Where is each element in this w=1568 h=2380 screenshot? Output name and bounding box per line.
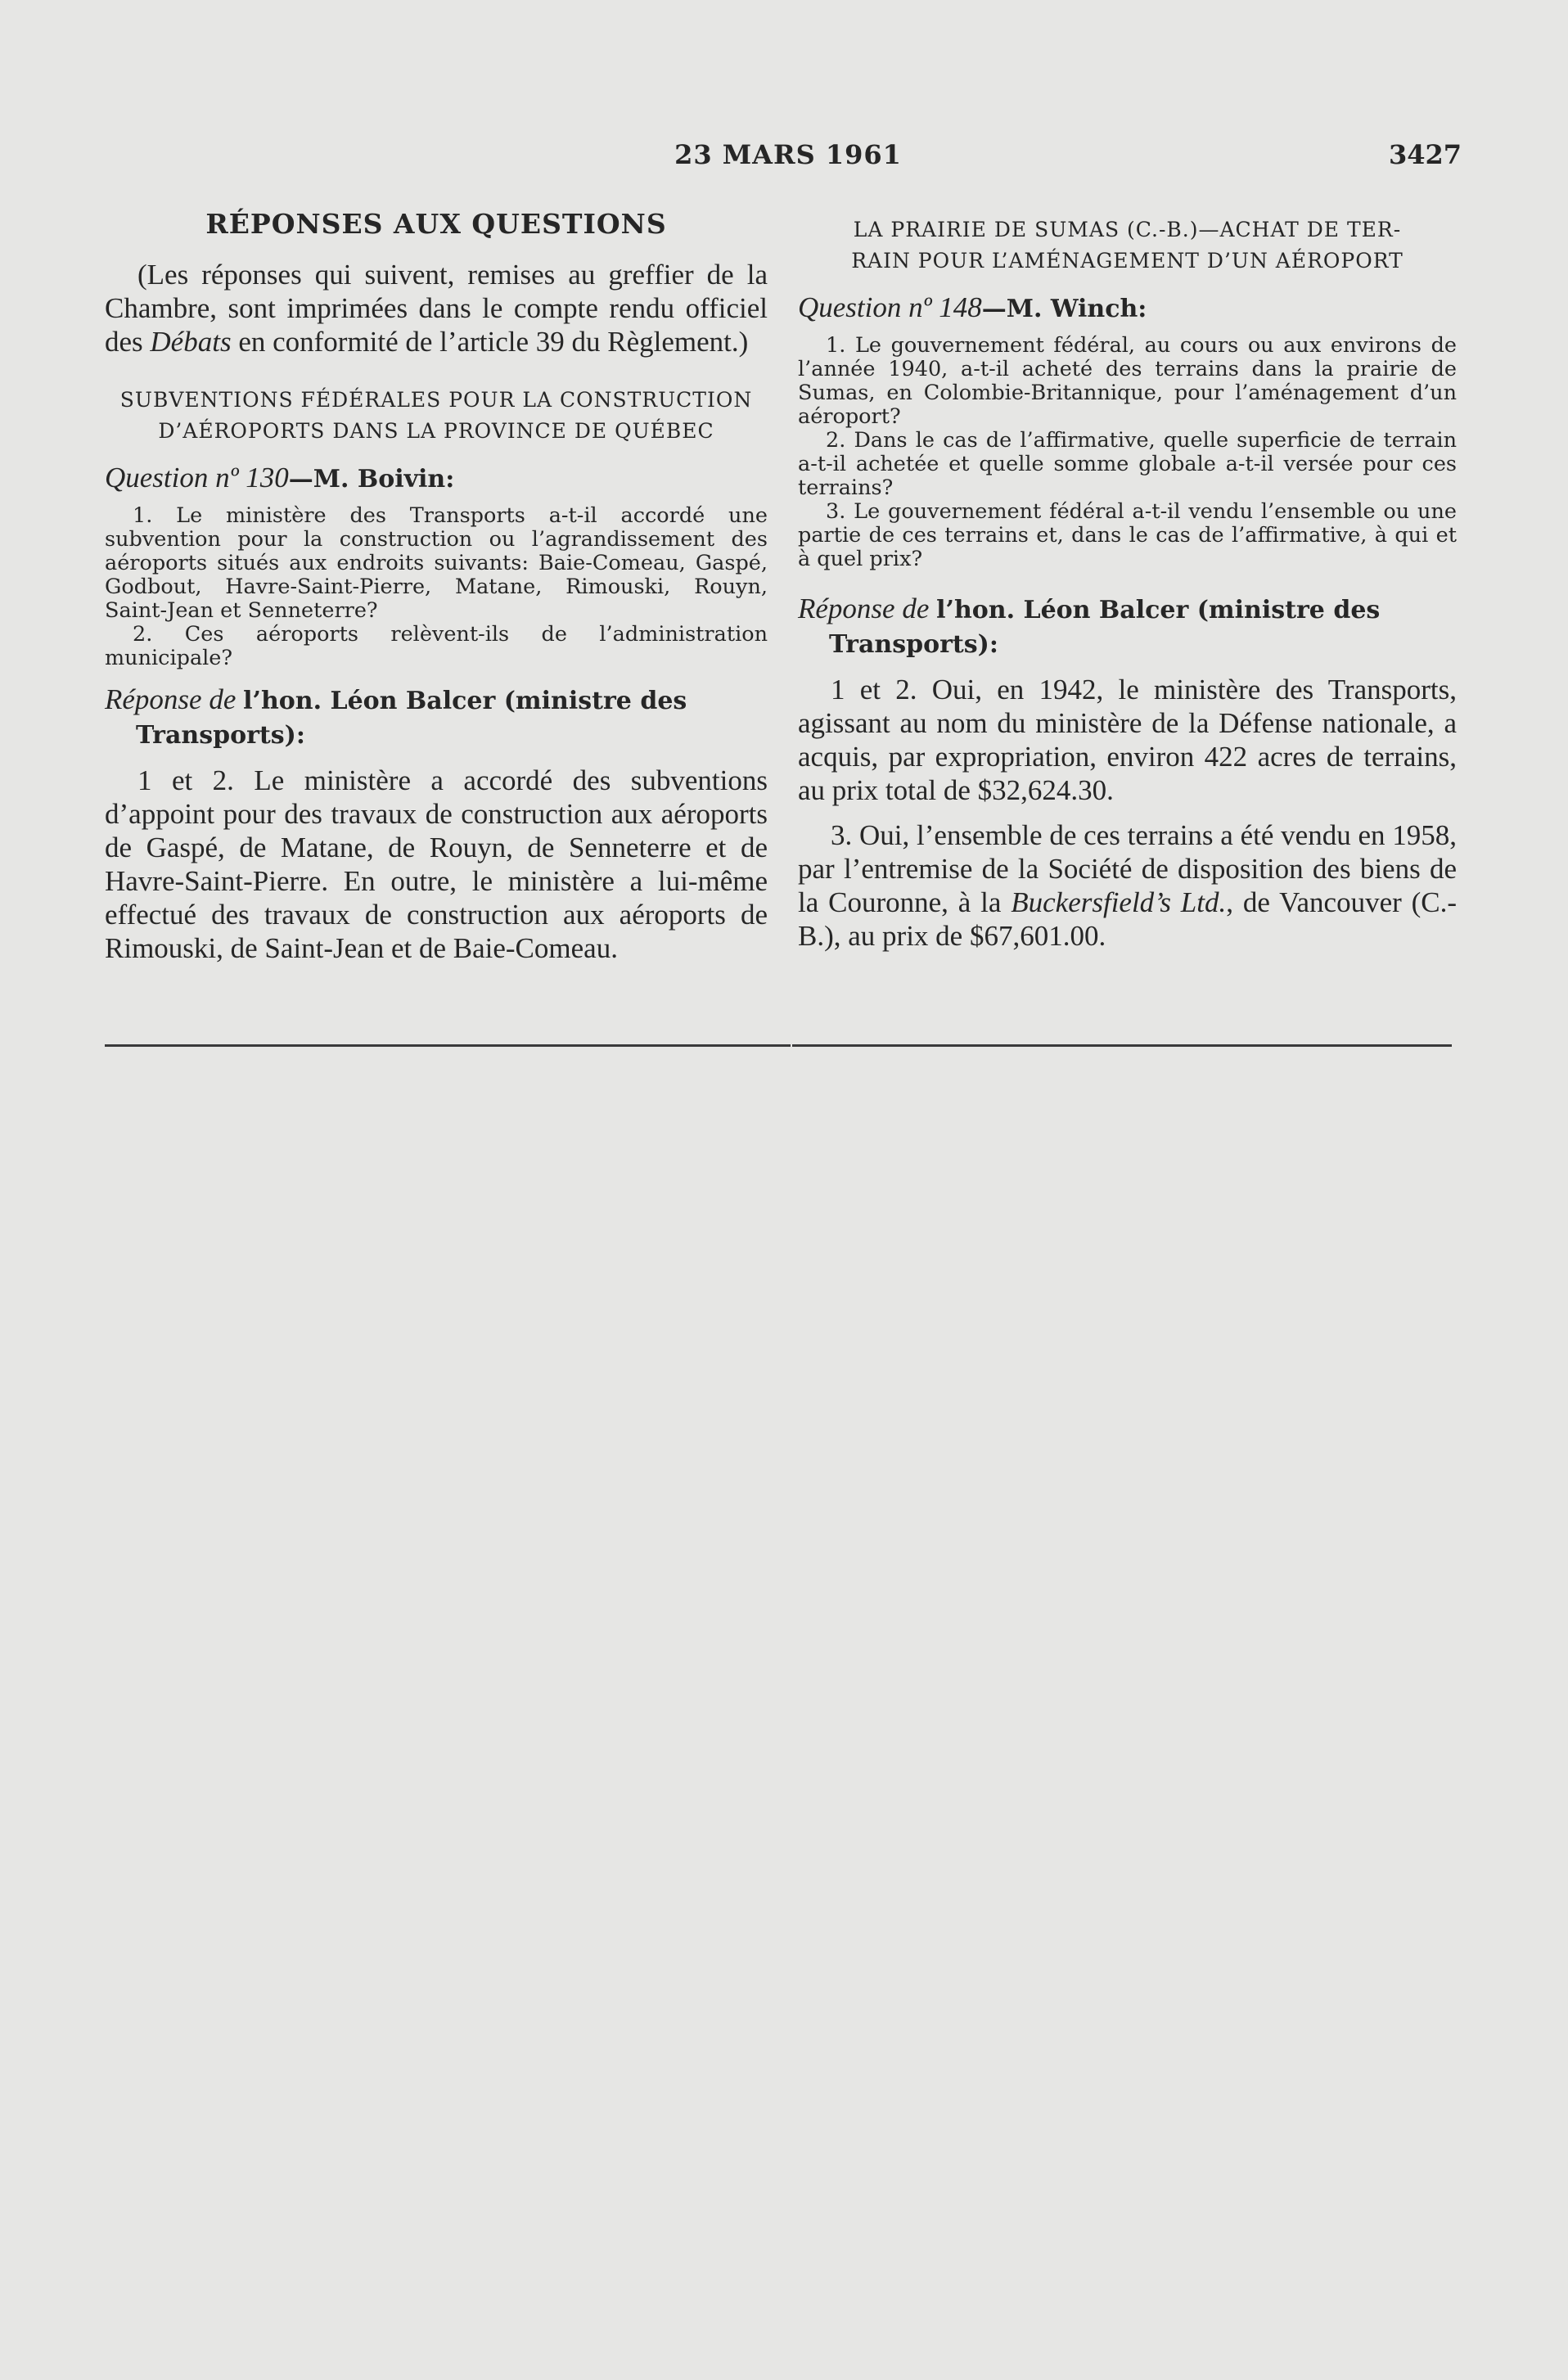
answer-text-start: 3. Oui, l’ensemble de ces terrains a été vendu en 1958, par l’entremise de la Société de disposition des biens de la Couronne, à la	[798, 819, 1457, 918]
answer-minister: l’hon. Léon Balcer (ministre des Transports):	[829, 596, 1381, 659]
subject-line-2: RAIN POUR L’AMÉNAGEMENT D’UN AÉROPORT	[851, 249, 1404, 273]
question-item: 1. Le ministère des Transports a-t-il accordé une subvention pour la construction ou l’agrandissement des aéroports situés aux endroits suivants: Baie-Comeau, Gaspé, Godbout, Havre-Saint-Pierre, Matane, Rimouski, Rouyn, Saint-Jean et Senneterre?	[105, 503, 768, 623]
intro-italic: Débats	[150, 326, 232, 358]
question-label: Question nº 148	[798, 291, 982, 323]
divider-rule	[105, 1044, 791, 1047]
answer-paragraph: 1 et 2. Le ministère a accordé des subventions d’appoint pour des travaux de construction aux aéroports de Gaspé, de Matane, de Rouyn, de Senneterre et de Havre-Saint-Pierre. En outre, le ministère a lui-même effectué des travaux de construction aux aéroports de Rimouski, de Saint-Jean et de Baie-Comeau.	[105, 764, 768, 964]
question-item: 3. Le gouvernement fédéral a-t-il vendu l’ensemble ou une partie de ces terrains et, dans le cas de l’affirmative, à qui et à quel prix?	[798, 499, 1457, 571]
question-item: 1. Le gouvernement fédéral, au cours ou aux environs de l’année 1940, a-t-il acheté des terrains dans la prairie de Sumas, en Colombie-Britannique, pour l’aménagement d’un aéroport?	[798, 333, 1457, 429]
answer-heading	[798, 593, 1457, 661]
question-label: Question nº 130	[105, 462, 289, 494]
answer-minister: l’hon. Léon Balcer (ministre des Transports):	[136, 687, 687, 750]
question-item: 2. Dans le cas de l’affirmative, quelle superficie de terrain a-t-il achetée et quelle somme globale a-t-il versée pour ces terrains?	[798, 428, 1457, 500]
right-column	[798, 203, 1457, 964]
page-number: 3427	[1388, 139, 1462, 170]
question-148-heading	[798, 291, 1457, 324]
question-member: —M. Boivin:	[288, 465, 455, 494]
section-title: RÉPONSES AUX QUESTIONS	[205, 208, 667, 240]
question-item: 2. Ces aéroports relèvent-ils de l’administration municipale?	[105, 622, 768, 670]
answer-paragraph	[798, 818, 1457, 953]
subject-heading-130	[105, 385, 768, 447]
subject-heading-148	[798, 214, 1457, 277]
answer-text-end: , de Vancouver (C.-B.), au prix de $67,601.00.	[798, 886, 1458, 952]
answer-paragraph: 1 et 2. Oui, en 1942, le ministère des Transports, agissant au nom du ministère de la Défense nationale, a acquis, par expropriation, environ 422 acres de terrains, au prix total de $32,624.30.	[798, 674, 1457, 806]
intro-text-end: en conformité de l’article 39 du Règlement.)	[231, 326, 749, 358]
subject-line-1: SUBVENTIONS FÉDÉRALES POUR LA CONSTRUCTION	[119, 388, 753, 412]
company-name: Buckersfield’s Ltd.	[1011, 886, 1227, 918]
page-date: 23 MARS 1961	[674, 139, 902, 170]
answer-heading	[105, 683, 768, 752]
page-header	[105, 139, 1462, 180]
answer-label: Réponse de	[105, 683, 244, 715]
question-130-heading	[105, 462, 768, 494]
intro-paragraph	[105, 258, 768, 358]
subject-line-2: D’AÉROPORTS DANS LA PROVINCE DE QUÉBEC	[158, 419, 714, 443]
left-column	[105, 203, 768, 976]
divider-rule	[792, 1044, 1452, 1047]
question-member: —M. Winch:	[981, 295, 1147, 323]
answer-label: Réponse de	[798, 593, 937, 624]
subject-line-1: LA PRAIRIE DE SUMAS (C.-B.)—ACHAT DE TER-	[853, 218, 1402, 241]
intro-text-start: (Les réponses qui suivent, remises au greffier de la Chambre, sont imprimées dans le compte rendu officiel des	[105, 259, 768, 358]
